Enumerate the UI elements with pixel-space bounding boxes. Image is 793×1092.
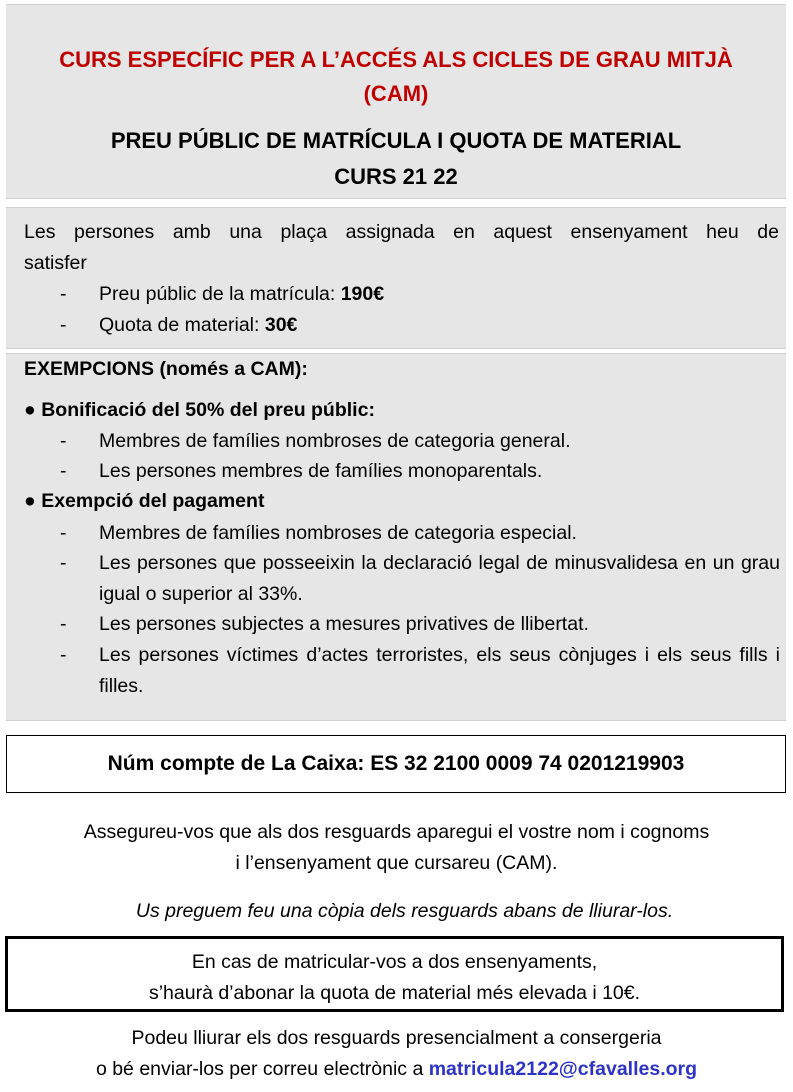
price-heading-line1: PREU PÚBLIC DE MATRÍCULA I QUOTA DE MATERIAL: [110, 128, 682, 153]
instructions-line2: i l’ensenyament que cursareu (CAM).: [235, 852, 558, 874]
delivery-line2: o bé enviar-los per correu electrònic a: [95, 1058, 429, 1080]
fee-item-material: [60, 310, 780, 341]
fees-intro-line1: Les persones amb una plaça assignada en aquest ensenyament heu de: [24, 221, 779, 243]
exemption-group-title: Bonificació del 50% del preu públic:: [41, 399, 375, 421]
dash-marker: -: [60, 613, 67, 635]
dash-marker: -: [60, 460, 67, 482]
list-item-text: Membres de famílies nombroses de categoria general.: [99, 430, 571, 452]
delivery-line1: Podeu lliurar els dos resguards presencialment a consergeria: [131, 1027, 662, 1049]
bank-account-number: Núm compte de La Caixa: ES 32 2100 0009 74 0201219903: [107, 752, 685, 775]
notice-box: [5, 936, 784, 1012]
bullet-icon: ●: [24, 490, 36, 512]
course-title-line2: (CAM): [363, 81, 429, 106]
dash-marker: -: [60, 552, 67, 574]
list-item-text: Les persones membres de famílies monoparentals.: [99, 460, 543, 482]
delivery-instructions: [0, 1023, 793, 1085]
fee-value: 30€: [264, 314, 298, 336]
price-heading: [6, 123, 786, 195]
dash-marker: -: [60, 283, 67, 305]
bullet-icon: ●: [24, 399, 36, 421]
list-item-text: Membres de famílies nombroses de categoria especial.: [99, 522, 577, 544]
copy-note: Us preguem feu una còpia dels resguards abans de lliurar-los.: [135, 900, 674, 922]
fees-panel: [6, 207, 786, 349]
email-link[interactable]: matricula2122@cfavalles.org: [428, 1058, 698, 1080]
exemptions-heading: EXEMPCIONS (només a CAM):: [24, 358, 308, 380]
course-year: CURS 21 22: [334, 164, 458, 189]
fee-label: Preu públic de la matrícula:: [99, 283, 341, 305]
list-item: [60, 456, 780, 487]
exemption-group-waiver: [24, 486, 264, 517]
notice-line2: s’haurà d’abonar la quota de material més elevada i 10€.: [148, 982, 641, 1004]
course-title-line1: CURS ESPECÍFIC PER A L’ACCÉS ALS CICLES DE GRAU MITJÀ: [59, 47, 733, 72]
bank-account-box: [6, 735, 786, 793]
dash-marker: -: [60, 644, 67, 666]
notice-line1: En cas de matricular-vos a dos ensenyaments,: [191, 951, 598, 973]
list-item: [60, 609, 780, 640]
fees-intro: [24, 217, 779, 279]
exemptions-panel: [6, 353, 786, 721]
header-panel: [6, 4, 786, 199]
dash-marker: -: [60, 314, 67, 336]
list-item-text: Les persones subjectes a mesures privatives de llibertat.: [99, 613, 589, 635]
instructions-line1: Assegureu-vos que als dos resguards aparegui el vostre nom i cognoms: [83, 821, 710, 843]
fees-intro-line2: satisfer: [24, 252, 87, 274]
fee-label: Quota de material:: [99, 314, 265, 336]
exemption-group-title: Exempció del pagament: [41, 490, 265, 512]
list-item: [60, 640, 780, 702]
list-item: [60, 426, 780, 457]
list-item: [60, 548, 780, 610]
exemption-group-discount: [24, 395, 375, 426]
list-item-text: Les persones víctimes d’actes terroristes, els seus cònjuges i els seus fills i filles.: [99, 644, 780, 697]
fee-item-tuition: [60, 279, 780, 310]
dash-marker: -: [60, 522, 67, 544]
course-title: [6, 43, 786, 111]
list-item: [60, 518, 780, 549]
instructions: [0, 817, 793, 879]
list-item-text: Les persones que posseeixin la declaració legal de minusvalidesa en un grau igual o superior al 33%.: [99, 552, 780, 605]
dash-marker: -: [60, 430, 67, 452]
fee-value: 190€: [340, 283, 385, 305]
